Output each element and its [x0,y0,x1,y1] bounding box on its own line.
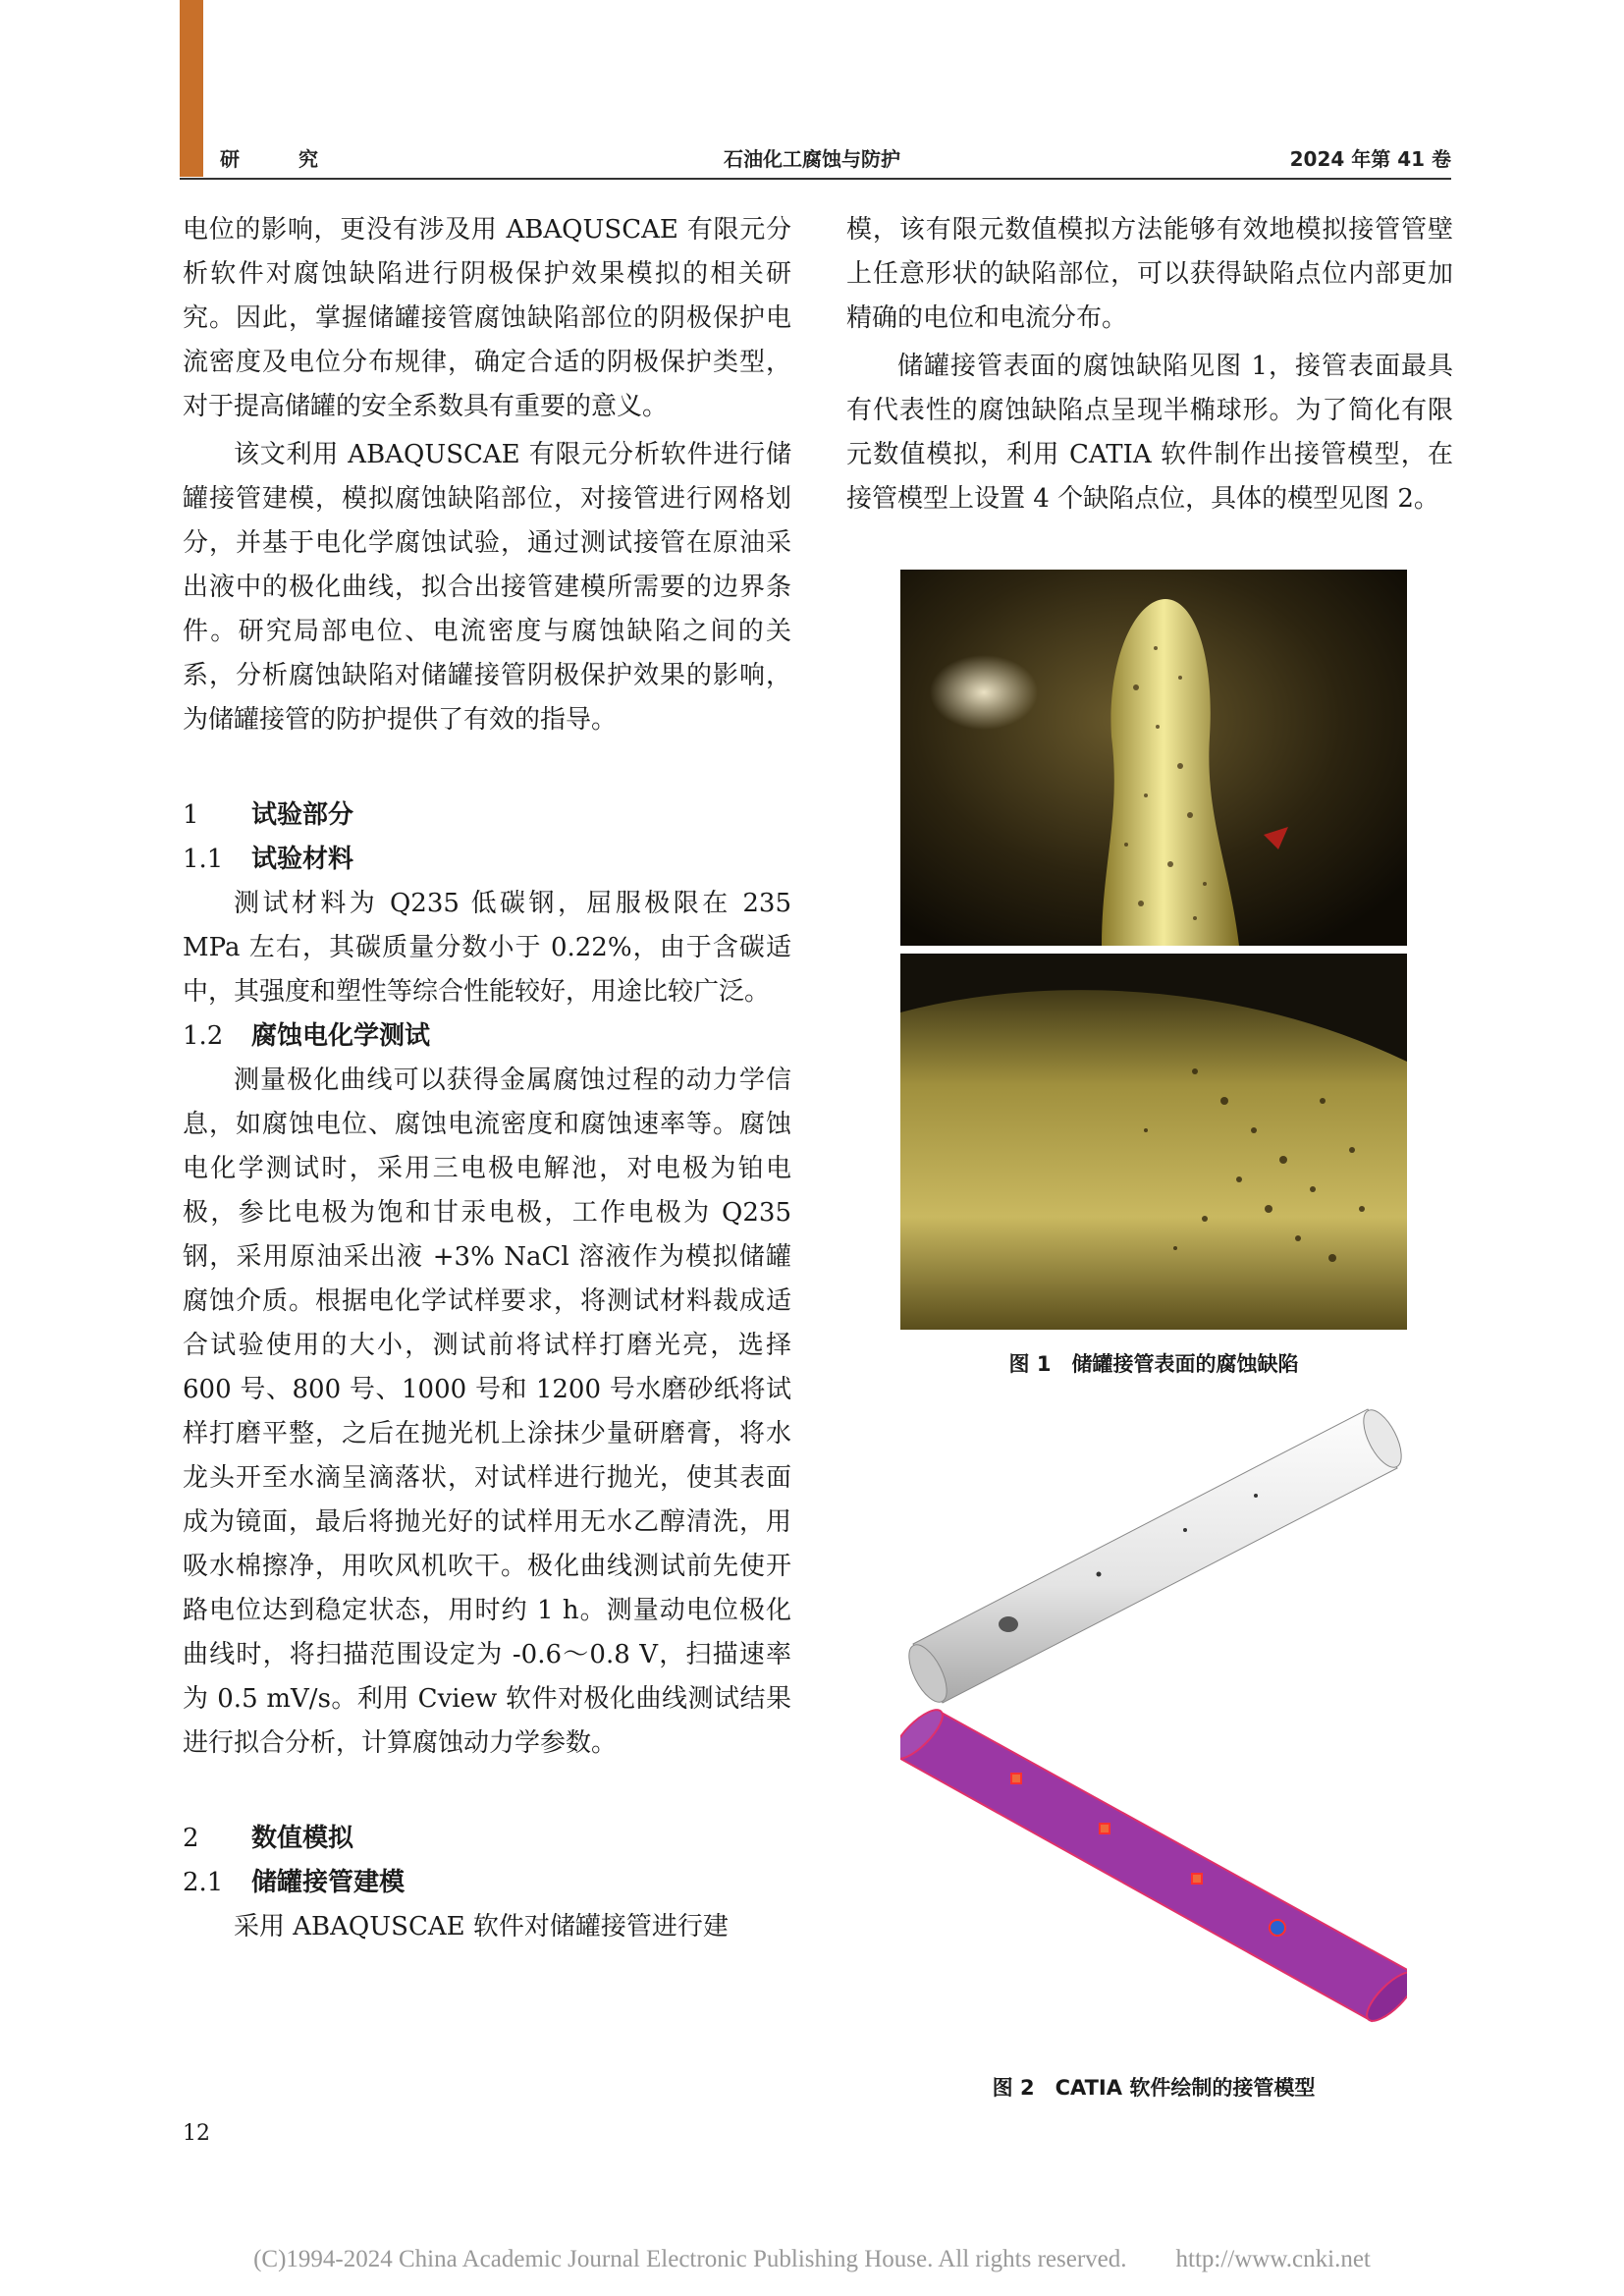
section-heading-2: 2 数值模拟 [183,1824,354,1853]
figure1-photo-top [900,570,1407,946]
section-heading-1-2: 1.2 腐蚀电化学测试 [183,1021,431,1051]
section-heading-1: 1 试验部分 [183,800,354,830]
copyright-footer: (C)1994-2024 China Academic Journal Electronic Publishing House. All rights reserved. http://www.cnki.net [253,2246,1371,2272]
figure1-photo-bottom [900,954,1407,1330]
purple-mesh-pipe-model [900,1703,1407,2028]
header-journal-title: 石油化工腐蚀与防护 [724,147,900,171]
paragraph: 该文利用 ABAQUSCAE 有限元分析软件进行储罐接管建模，模拟腐蚀缺陷部位，对接管进行网格划分，并基于电化学腐蚀试验，通过测试接管在原油采出液中的极化曲线，拟合出接管建模所需要的边界条件。研究局部电位、电流密度与腐蚀缺陷之间的关系，分析腐蚀缺陷对储罐接管阴极保护效果的影响，为储罐接管的防护提供了有效的指导。 [183,440,791,735]
header-issue: 2024 年第 41 卷 [1289,147,1451,171]
paragraph: 测量极化曲线可以获得金属腐蚀过程的动力学信息，如腐蚀电位、腐蚀电流密度和腐蚀速率等。腐蚀电化学测试时，采用三电极电解池，对电极为铂电极，参比电极为饱和甘汞电极，工作电极为 Q235 钢，采用原油采出液 +3% NaCl 溶液作为模拟储罐腐蚀介质。根据电化学试样要求，将测试材料裁成适合试验使用的大小，测试前将试样打磨光亮，选择 600 号、800 号、1000 号和 1200 号水磨砂纸将试样打磨平整，之后在抛光机上涂抹少量研磨膏，将水龙头开至水滴呈滴落状，对试样进行抛光，使其表面成为镜面，最后将抛光好的试样用无水乙醇清洗，用吸水棉擦净，用吹风机吹干。极化曲线测试前先使开路电位达到稳定状态，用时约 1 h。测量动电位极化曲线时，将扫描范围设定为 -0.6～0.8 V，扫描速率为 0.5 mV/s。利用 Cview 软件对极化曲线测试结果进行拟合分析，计算腐蚀动力学参数。 [183,1066,791,1758]
paragraph: 储罐接管表面的腐蚀缺陷见图 1，接管表面最具有代表性的腐蚀缺陷点呈现半椭球形。为了简化有限元数值模拟，利用 CATIA 软件制作出接管模型，在接管模型上设置 4 个缺陷点位，具体的模型见图 2。 [846,352,1453,514]
paragraph: 模，该有限元数值模拟方法能够有效地模拟接管管壁上任意形状的缺陷部位，可以获得缺陷点位内部更加精确的电位和电流分布。 [846,215,1453,333]
figure1-caption: 图 1 储罐接管表面的腐蚀缺陷 [1008,1352,1299,1376]
gray-pipe-model [901,1404,1407,1708]
section-heading-2-1: 2.1 储罐接管建模 [183,1868,406,1897]
figure2-caption: 图 2 CATIA 软件绘制的接管模型 [992,2076,1316,2100]
figure2-diagram [900,1383,1407,2060]
page-number: 12 [183,2121,210,2146]
header-section-label: 研 究 [220,147,318,171]
paragraph: 测试材料为 Q235 低碳钢，屈服极限在 235 MPa 左右，其碳质量分数小于 0.22%，由于含碳适中，其强度和塑性等综合性能较好，用途比较广泛。 [183,889,791,1007]
header-rule [180,178,1451,180]
paragraph: 采用 ABAQUSCAE 软件对储罐接管进行建 [234,1912,729,1941]
right-column [846,208,1453,521]
section-heading-1-1: 1.1 试验材料 [183,845,354,874]
paragraph: 电位的影响，更没有涉及用 ABAQUSCAE 有限元分析软件对腐蚀缺陷进行阴极保护效果模拟的相关研究。因此，掌握储罐接管腐蚀缺陷部位的阴极保护电流密度及电位分布规律，确定合适的阴极保护类型，对于提高储罐的安全系数具有重要的意义。 [183,215,791,421]
left-column [183,208,791,1949]
